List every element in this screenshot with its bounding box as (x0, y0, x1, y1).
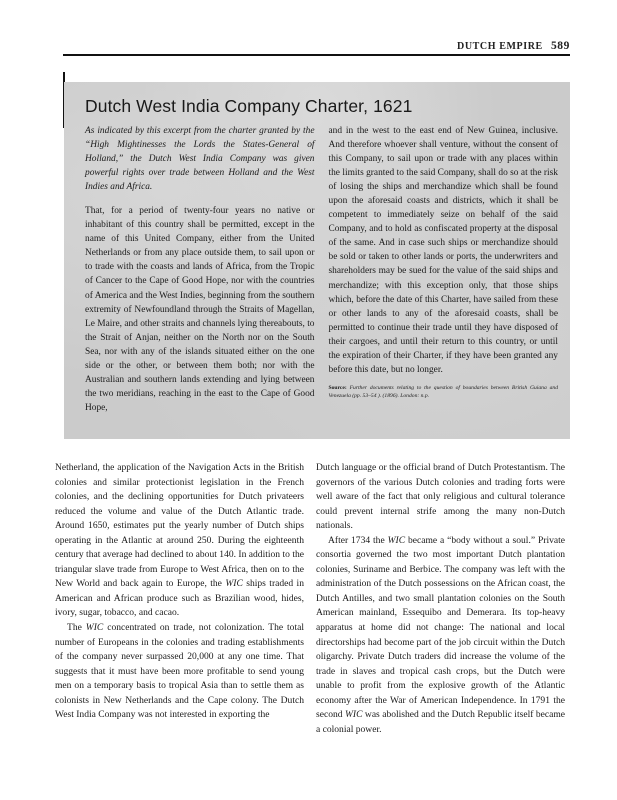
body-paragraph (55, 621, 304, 723)
page-number: 589 (550, 40, 570, 52)
paragraph-text: became a “body without a soul.” Private consortia governed the two most important Dutch plantation colonies, Suriname and Berbice. The company was left with the administration of the Dutch possessions on the African coast, the Dutch Antilles, and two small plantation colonies on the South American mainland, Essequibo and Demerara. Its top-heavy apparatus at home did not change: The national and local directorships had become part of the job circuit within the Dutch oligarchy. Private Dutch traders did increase the volume of the trade in slaves and tropical cash crops, but the Dutch were unable to profit from the explosive growth of the Atlantic economy after the War of American Independence. In 1791 the second (316, 534, 566, 721)
source-text: Further documents relating to the question of boundaries between British Guiana and Venezuela (pp. 53–54 ). (1896). London: n.p. (328, 384, 558, 399)
paragraph-emphasis: WIC (387, 534, 406, 546)
body-column-right (316, 461, 565, 737)
running-title: DUTCH EMPIRE (457, 41, 543, 52)
body-paragraph (55, 461, 304, 621)
paragraph-text: After 1734 the (328, 534, 388, 546)
sidebar-box (64, 82, 570, 439)
paragraph-emphasis: WIC (344, 709, 363, 721)
sidebar-quote-left: That, for a period of twenty-four years no native or inhabitant of this country shall be permitted, except in the name of this United Company, either from the United Netherlands or from any place outside them, to sail upon or to trade with the coasts and lands of Africa, from the Tropic of Cancer to the Cape of Good Hope, nor with the countries of America and the West Indies, beginning from the southern extremity of Newfoundland through the Straits of Magellan, Le Maire, and other straits and channels lying thereabouts, to the Strait of Anjan, neither on the North nor on the South Sea, nor with any of the islands situated either on the one side or the other, or between them both; nor with the Australian and southern lands extending and lying between the two meridians, reaching in the east to the Cape of Good Hope, (85, 206, 315, 413)
sidebar-column-left (85, 124, 315, 415)
paragraph-text: The (67, 622, 86, 634)
sidebar-title: Dutch West India Company Charter, 1621 (85, 96, 413, 116)
paragraph-text: Dutch language or the official brand of Dutch Protestantism. The governors of the various Dutch colonies and trading forts were well aware of the fact that only religious and cultural tolerance could prevent internal strife among the many non-Dutch nationals. (316, 462, 565, 532)
body-columns (55, 461, 565, 737)
paragraph-emphasis: WIC (225, 578, 243, 590)
running-header (457, 40, 570, 52)
paragraph-text: ships traded in American and African produce such as Brazilian wood, hides, ivory, sugar, tobacco, and cacao. (55, 578, 304, 619)
sidebar-columns (85, 124, 558, 415)
body-paragraph (316, 534, 565, 738)
paragraph-emphasis: WIC (85, 622, 104, 634)
paragraph-text: Netherland, the application of the Navigation Acts in the British colonies and similar protectionist legislation in the French colonies, and the declining opportunities for Dutch privateers reduced the volume and value of the Dutch Atlantic trade. Around 1650, estimates put the yearly number of Dutch ships operating in the Atlantic at around 250. During the eighteenth century that average had declined to about 140. In addition to the triangular slave trade from Europe to West Africa, then on to the New World and back again to Europe, the (55, 462, 304, 590)
paragraph-text: concentrated on trade, not colonization. The total number of Europeans in the colonies and trading establishments of the company never surpassed 20,000 at any one time. That suggests that it must have been more profitable to send young men on a temporary basis to tropical Asia than to settle them as colonists in New Netherlands and the Cape colony. The Dutch West India Company was not interested in exporting the (55, 622, 304, 721)
header-rule (63, 54, 570, 56)
sidebar-source (329, 384, 559, 400)
paragraph-text: was abolished and the Dutch Republic itself became a colonial power. (316, 709, 565, 735)
body-column-left (55, 461, 304, 737)
body-paragraph (316, 461, 565, 534)
source-label: Source: (328, 384, 347, 391)
sidebar-quote-right: and in the west to the east end of New Guinea, inclusive. And therefore whoever shall venture, without the consent of this Company, to sail upon or trade with any places within the limits granted to the said Company, shall do so at the risk of losing the ships and merchandize which shall be found upon the aforesaid coasts and districts, which it shall be competent to immediately seize on behalf of the said Company, and to hold as confiscated property at the disposal of the same. And in case such ships or merchandize should be sold or taken to other lands or ports, the underwriters and shareholders may be sued for the value of the said ships and merchandize; with this exception only, that those ships which, before the date of this Charter, have sailed from these or other lands to any of the aforesaid coasts, shall be permitted to continue their trade until they have disposed of their cargoes, and until their return to this country, or until the expiration of their Charter, if they have been granted any before this date, but no longer. (328, 126, 558, 375)
sidebar-intro: As indicated by this excerpt from the charter granted by the “High Mightinesses the Lords the States-General of Holland,” the Dutch West India Company was given powerful rights over trade between Holland and the West Indies and Africa. (85, 126, 315, 193)
sidebar-column-right (329, 124, 559, 415)
